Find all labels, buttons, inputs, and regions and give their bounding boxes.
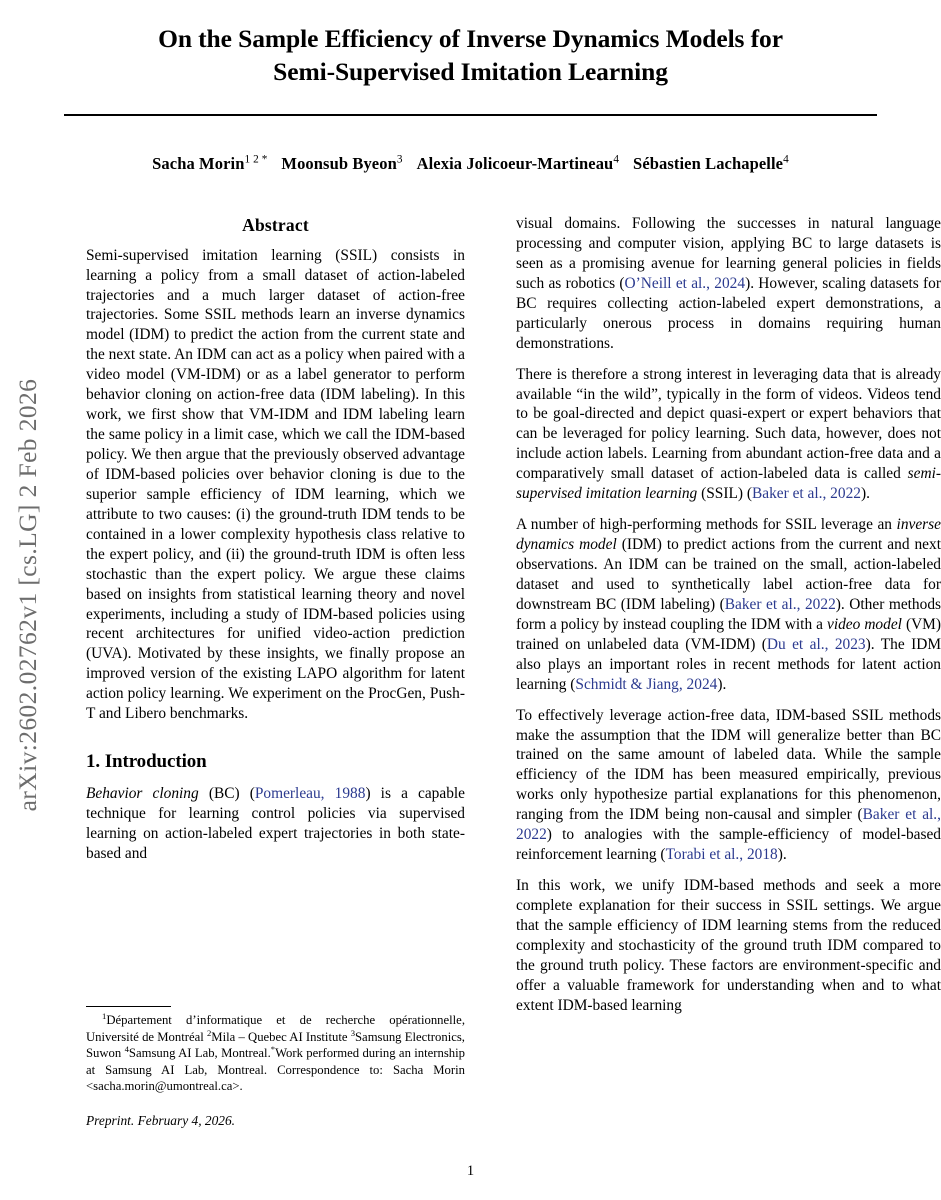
- intro-p2-italic-term: semi-supervised imitation learning: [516, 465, 941, 503]
- citation-du-2023[interactable]: Du et al., 2023: [766, 635, 866, 653]
- footnote-divider: [86, 1006, 171, 1007]
- intro-p1cont-text-b: ). However, scaling datasets for BC requires collecting action-labeled expert demonstrations, a particularly onerous process in domains requiring human demonstrations.: [516, 274, 941, 352]
- citation-oneill-2024[interactable]: O’Neill et al., 2024: [624, 274, 746, 292]
- author-affiliation-marks: 4: [783, 153, 789, 166]
- author-name: Moonsub Byeon: [281, 154, 397, 173]
- intro-p1-text-a: (BC) (: [198, 784, 255, 802]
- intro-p2-text-a: There is therefore a strong interest in leveraging data that is already available “in the wild”, typically in the form of videos. Videos tend to be goal-directed and depict quasi-expert or expert behaviors that can be leveraged for policy learning. Such data, however, does not include action labels. Learning from abundant action-free data and a comparatively small dataset of action-labeled data is called: [516, 365, 941, 483]
- author-name: Sébastien Lachapelle: [633, 154, 784, 173]
- arxiv-identifier-stamp: arXiv:2602.02762v1 [cs.LG] 2 Feb 2026: [13, 378, 42, 812]
- author-entry: [281, 154, 402, 173]
- intro-p3-text-a: A number of high-performing methods for SSIL leverage an: [516, 516, 897, 534]
- paper-title-block: [64, 22, 877, 88]
- footnote-block: [86, 1006, 465, 1129]
- footnote-mark-2: 2: [206, 1027, 212, 1038]
- intro-paragraph-2: [516, 365, 941, 505]
- author-list: [64, 154, 877, 174]
- intro-paragraph-3: [516, 515, 941, 694]
- intro-p3-text-f: ).: [717, 675, 727, 693]
- section-heading-introduction: 1. Introduction: [86, 751, 207, 773]
- intro-p1-italic-term: Behavior cloning: [86, 784, 199, 802]
- author-entry: [417, 154, 619, 173]
- intro-p3-italic-term-1: inverse dynamics model: [516, 516, 941, 554]
- author-affiliation-marks: 1 2 *: [244, 153, 268, 166]
- author-name: Sacha Morin: [152, 154, 245, 173]
- intro-p3-text-e: ). The IDM also plays an important roles in recent methods for latent action learning (: [516, 635, 941, 693]
- intro-p1cont-text-a: visual domains. Following the successes in natural language processing and computer vision, applying BC to large datasets is seen as a promising avenue for learning general policies in fields such as robotics (: [516, 215, 941, 292]
- page-title: [64, 22, 877, 88]
- intro-paragraph-1: [86, 784, 465, 864]
- abstract-body: Semi-supervised imitation learning (SSIL) consists in learning a policy from a small dataset of action-labeled trajectories and a much larger dataset of action-free trajectories. Some SSIL methods learn an inverse dynamics model (IDM) to predict the action from the current state and the next state. An IDM can act as a policy when paired with a video model (VM-IDM) or as a label generator to perform behavior cloning on action-free data (IDM labeling). In this work, we first show that VM-IDM and IDM labeling learn the same policy in a limit case, which we call the IDM-based policy. We then argue that the previously observed advantage of IDM-based policies over behavior cloning is due to the superior sample efficiency of IDM learning, which we attribute to two causes: (i) the ground-truth IDM tends to be contained in a lower complexity hypothesis class relative to the expert policy, and (ii) the ground-truth IDM is often less stochastic than the expert policy. We argue these claims based on insights from statistical learning theory and novel experiments, including a study of IDM-based policies using recent architectures for unified video-action prediction (UVA). Motivated by these insights, we finally propose an improved version of the existing LAPO algorithm for latent action policy learning. We experiment on the ProcGen, Push-T and Libero benchmarks.: [86, 246, 465, 723]
- citation-baker-2022-c[interactable]: Baker et al., 2022: [516, 806, 941, 844]
- citation-torabi-2018[interactable]: Torabi et al., 2018: [665, 846, 778, 864]
- citation-schmidt-jiang-2024[interactable]: Schmidt & Jiang, 2024: [575, 675, 718, 693]
- author-entry: [152, 154, 267, 173]
- intro-p4-text-b: ) to analogies with the sample-efficiency of model-based reinforcement learning (: [516, 826, 941, 864]
- intro-p4-text-a: To effectively leverage action-free data, IDM-based SSIL methods make the assumption that the IDM will generalize better than BC trained on the same amount of labeled data. While the sample efficiency of the IDM has been measured empirically, previous works only hypothesize partial explanations for this phenomenon, ranging from the IDM being non-causal and simpler (: [516, 706, 941, 824]
- intro-p4-text-c: ).: [777, 846, 787, 864]
- footnote-mark-1: 1: [102, 1010, 107, 1021]
- author-affiliation-marks: 3: [396, 153, 403, 166]
- intro-p3-text-c: ). Other methods form a policy by instead coupling the IDM with a: [516, 595, 941, 633]
- footnote-mark-4: 4: [124, 1043, 129, 1054]
- footnote-text-c: Samsung Electronics, Suwon: [86, 1029, 465, 1060]
- intro-p2-text-c: ).: [860, 485, 870, 503]
- intro-p1-text-b: ) is a capable technique for learning control policies via supervised learning on action-labeled expert trajectories in both state-based and: [86, 784, 466, 862]
- intro-p3-italic-term-2: video model: [826, 615, 902, 633]
- page-number: 1: [466, 1163, 475, 1179]
- intro-p3-text-d: (VM) trained on unlabeled data (VM-IDM) (: [516, 615, 941, 653]
- footnote-mark-3: 3: [350, 1027, 355, 1038]
- footnote-text-e: Work performed during an internship at Samsung AI Lab, Montreal. Correspondence to: Sacha Morin <sacha.morin@umontreal.ca>.: [86, 1046, 465, 1093]
- citation-baker-2022-a[interactable]: Baker et al., 2022: [751, 485, 861, 503]
- right-column: [516, 214, 941, 1027]
- author-affiliation-marks: 4: [613, 153, 620, 166]
- intro-p2-text-b: (SSIL) (: [697, 485, 752, 503]
- header-divider: [64, 114, 877, 116]
- footnote-text-d: Samsung AI Lab, Montreal.: [128, 1046, 271, 1060]
- intro-paragraph-1-continued: [516, 214, 941, 354]
- citation-baker-2022-b[interactable]: Baker et al., 2022: [724, 595, 836, 613]
- footnote-text-a: Département d’informatique et de recherche opérationnelle, Université de Montréal: [86, 1013, 465, 1044]
- intro-paragraph-5: In this work, we unify IDM-based methods and seek a more complete explanation for their success in SSIL settings. We argue that the sample efficiency of IDM learning stems from the reduced complexity and stochasticity of the ground truth IDM compared to the ground truth policy. These factors are environment-specific and offer a valuable framework for understanding when and to what extent IDM-based learning: [516, 877, 941, 1014]
- intro-paragraph-4: [516, 706, 941, 866]
- preprint-notice: Preprint. February 4, 2026.: [86, 1112, 236, 1128]
- footnote-mark-star: *: [270, 1043, 276, 1054]
- left-column: [86, 214, 465, 874]
- footnote-text-b: Mila – Quebec AI Institute: [211, 1029, 351, 1044]
- citation-pomerleau-1988[interactable]: Pomerleau, 1988: [254, 784, 366, 802]
- author-entry: [633, 154, 789, 173]
- title-line-1: On the Sample Efficiency of Inverse Dynamics Models for: [158, 24, 783, 53]
- abstract-heading: Abstract: [242, 215, 309, 235]
- intro-p3-text-b: (IDM) to predict actions from the current and next observations. An IDM can be trained on the small, action-labeled dataset and used to synthetically label action-free data for downstream BC (IDM labeling) (: [516, 536, 941, 613]
- affiliation-footnote: [86, 1012, 465, 1095]
- author-name: Alexia Jolicoeur-Martineau: [416, 154, 614, 173]
- title-line-2: Semi-Supervised Imitation Learning: [273, 57, 668, 87]
